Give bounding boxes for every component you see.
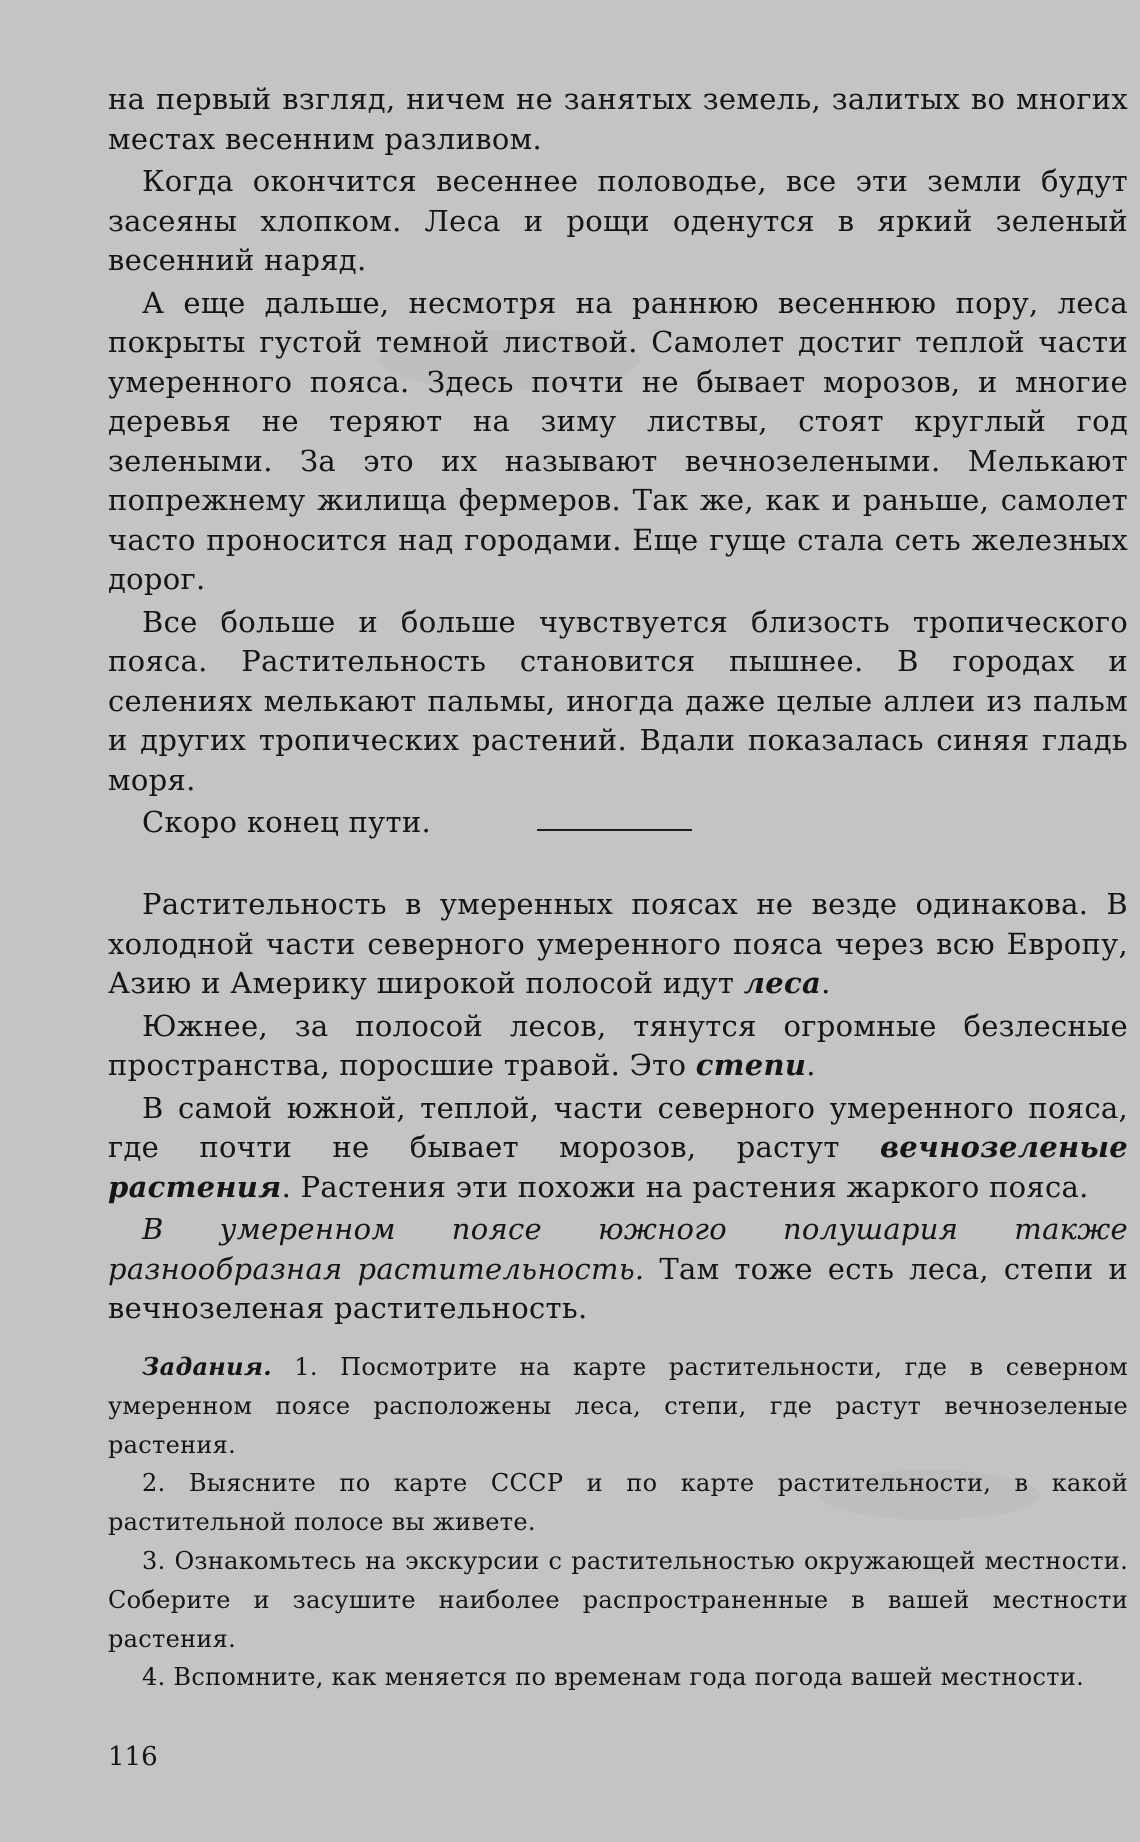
narrative-paragraph: Когда окончится весеннее половодье, все эти земли будут засеяны хлопком. Леса и рощи оденутся в яркий зеленый весенний наряд. [108, 164, 1128, 277]
summary-text: Там тоже есть леса, степи и вечнозеленая растительность. [108, 1251, 1128, 1325]
term-forests: леса [743, 966, 822, 1000]
term-evergreen-plants: вечнозеленые растения [108, 1130, 1128, 1204]
task-item: 2. Выясните по карте СССР и по карте растительности, в какой растительной полосе вы живете. [108, 1469, 1128, 1537]
narrative-section [108, 80, 1128, 843]
narrative-paragraph: на первый взгляд, ничем не занятых земель, залитых во многих местах весенним разливом. [108, 82, 1128, 156]
summary-text: . [806, 1048, 816, 1082]
summary-paragraph [108, 1210, 1128, 1329]
tasks-heading: Задания. [142, 1352, 272, 1381]
summary-paragraph [108, 1007, 1128, 1086]
task-item [108, 1348, 1128, 1464]
section-separator [537, 829, 692, 831]
narrative-paragraph: Все больше и больше чувствуется близость тропического пояса. Растительность становится пышнее. В городах и селениях мелькают пальмы, иногда даже целые аллеи из пальм и других тропических растений. Вдали показалась синяя гладь моря. [108, 604, 1128, 797]
summary-text: Южнее, за полосой лесов, тянутся огромные безлесные пространства, поросшие травой. Это [108, 1008, 1128, 1082]
summary-text: Растительность в умеренных поясах не везде одинакова. В холодной части северного умеренного пояса через всю Европу, Азию и Америку широкой полосой идут [108, 887, 1128, 1000]
task-item: 4. Вспомните, как меняется по временам года погода вашей местности. [142, 1663, 1085, 1692]
summary-text: . Растения эти похожи на растения жаркого пояса. [281, 1169, 1089, 1204]
narrative-paragraph: Скоро конец пути. [142, 805, 432, 839]
summary-text: . [821, 966, 831, 1000]
narrative-paragraph: А еще дальше, несмотря на раннюю весеннюю пору, леса покрыты густой темной листвой. Самолет достиг теплой части умеренного пояса. Здесь почти не бывает морозов, и многие деревья не теряют на зиму листвы, стоят круглый год зелеными. За это их называют вечнозелеными. Мелькают попрежнему жилища фермеров. Так же, как и раньше, самолет часто проносится над городами. Еще гуще стала сеть железных дорог. [108, 285, 1128, 596]
task-item: 3. Ознакомьтесь на экскурсии с растительностью окружающей местности. Соберите и засушите наиболее распространенные в вашей местности растения. [108, 1546, 1128, 1653]
summary-paragraph [108, 1089, 1128, 1208]
task-text: 1. Посмотрите на карте растительности, где в северном умеренном поясе расположены леса, степи, где растут вечнозеленые растения. [108, 1353, 1128, 1459]
summary-text: В самой южной, теплой, части северного умеренного пояса, где почти не бывает морозов, растут [108, 1090, 1128, 1164]
page-number: 116 [108, 1742, 158, 1772]
summary-section [108, 885, 1128, 1329]
southern-hemisphere-note: В умеренном поясе южного полушария также разнообразная растительность. [108, 1212, 1128, 1286]
term-steppes: степи [695, 1048, 807, 1082]
tasks-section [108, 1348, 1128, 1697]
summary-paragraph [108, 885, 1128, 1004]
